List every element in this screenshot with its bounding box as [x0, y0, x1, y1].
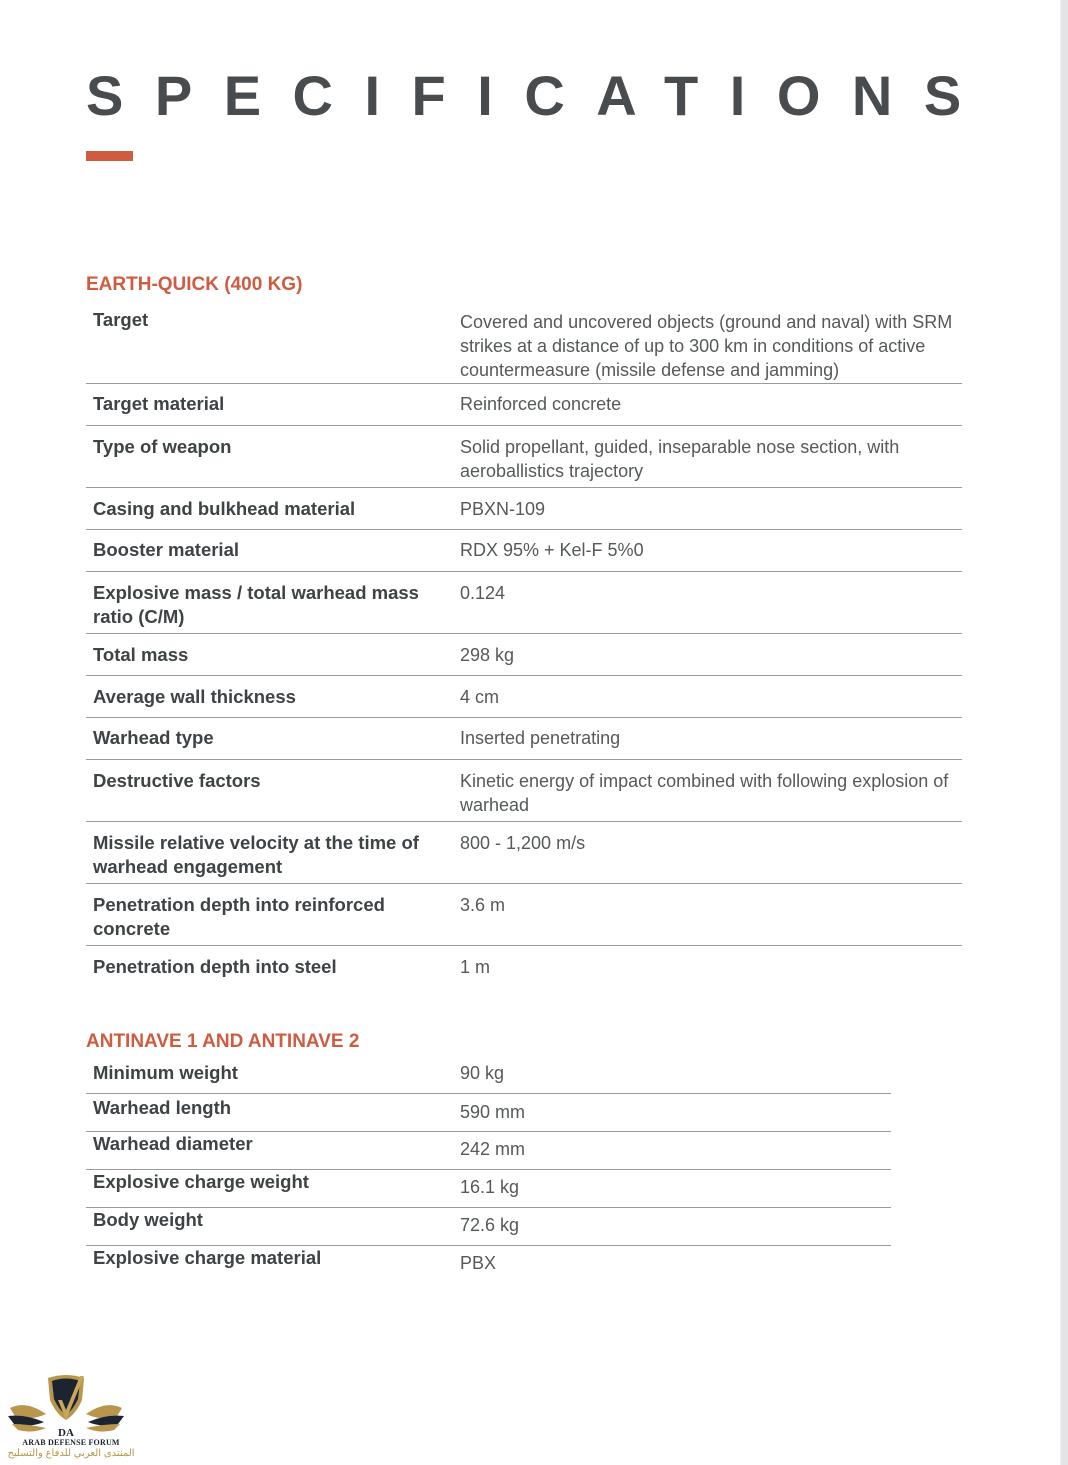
spec-label: Target	[93, 309, 149, 330]
table-row	[86, 488, 962, 530]
spec-label: Destructive factors	[93, 770, 261, 791]
spec-value: 1 m	[460, 957, 491, 977]
svg-text:DA: DA	[58, 1427, 74, 1439]
table-row	[86, 884, 962, 946]
spec-label: Explosive mass / total warhead mass ratio (C/M)	[93, 582, 419, 627]
table-row	[86, 1246, 891, 1280]
table-row	[86, 572, 962, 634]
watermark-name: ARAB DEFENSE FORUM	[22, 1438, 120, 1447]
spec-value: 72.6 kg	[460, 1215, 520, 1235]
spec-value: 90 kg	[460, 1063, 505, 1083]
spec-label: Type of weapon	[93, 436, 232, 457]
watermark-logo	[6, 1370, 135, 1462]
table-row	[86, 530, 962, 572]
spec-table-antinave	[86, 1061, 891, 1280]
spec-table-earth-quick	[86, 306, 962, 986]
spec-value: 800 - 1,200 m/s	[460, 833, 586, 853]
spec-value: 590 mm	[460, 1102, 526, 1122]
spec-label: Average wall thickness	[93, 686, 296, 707]
table-row	[86, 718, 962, 760]
spec-label: Explosive charge weight	[93, 1171, 309, 1192]
spec-label: Minimum weight	[93, 1062, 238, 1083]
spec-label: Casing and bulkhead material	[93, 498, 356, 519]
spec-value: 298 kg	[460, 645, 515, 665]
section-heading-earth-quick: EARTH-QUICK (400 KG)	[86, 274, 303, 295]
table-row	[86, 1208, 891, 1246]
spec-label: Body weight	[93, 1209, 203, 1230]
spec-value: Inserted penetrating	[460, 728, 621, 748]
spec-value: Kinetic energy of impact combined with following explosion of warhead	[460, 771, 949, 815]
shield-wings-logo-icon	[6, 1370, 136, 1440]
table-row	[86, 760, 962, 822]
spec-value: 16.1 kg	[460, 1177, 520, 1197]
spec-label: Warhead type	[93, 727, 214, 748]
table-row	[86, 426, 962, 488]
title-accent-bar	[86, 151, 133, 161]
spec-value: 0.124	[460, 583, 506, 603]
table-row	[86, 306, 962, 384]
spec-label: Warhead diameter	[93, 1133, 253, 1154]
watermark-arabic-name: المنتدى العربي للدفاع والتسليح	[7, 1448, 135, 1459]
table-row	[86, 1170, 891, 1208]
spec-label: Penetration depth into reinforced concrete	[93, 894, 385, 939]
spec-value: Covered and uncovered objects (ground and naval) with SRM strikes at a distance of up to 300 km in conditions of active countermeasure (missile defense and jamming)	[460, 312, 953, 380]
table-row	[86, 634, 962, 676]
spec-value: Reinforced concrete	[460, 394, 622, 414]
spec-label: Target material	[93, 393, 225, 414]
spec-value: 3.6 m	[460, 895, 506, 915]
spec-value: Solid propellant, guided, inseparable nose section, with aeroballistics trajectory	[460, 437, 900, 481]
spec-value: PBXN-109	[460, 499, 546, 519]
table-row	[86, 676, 962, 718]
spec-label: Missile relative velocity at the time of warhead engagement	[93, 832, 419, 877]
table-row	[86, 384, 962, 426]
section-heading-antinave: ANTINAVE 1 AND ANTINAVE 2	[86, 1031, 360, 1052]
spec-value: 242 mm	[460, 1139, 526, 1159]
spec-label: Explosive charge material	[93, 1247, 322, 1268]
spec-value: 4 cm	[460, 687, 500, 707]
spec-label: Booster material	[93, 539, 239, 560]
spec-value: PBX	[460, 1253, 497, 1273]
table-row	[86, 946, 962, 986]
spec-label: Total mass	[93, 644, 189, 665]
table-row	[86, 1094, 891, 1132]
spec-label: Warhead length	[93, 1097, 232, 1118]
page-edge	[1060, 0, 1068, 1465]
table-row	[86, 1061, 891, 1094]
table-row	[86, 1132, 891, 1170]
page-title: SPECIFICATIONS	[86, 64, 993, 127]
spec-label: Penetration depth into steel	[93, 956, 337, 977]
table-row	[86, 822, 962, 884]
spec-value: RDX 95% + Kel-F 5%0	[460, 540, 644, 560]
